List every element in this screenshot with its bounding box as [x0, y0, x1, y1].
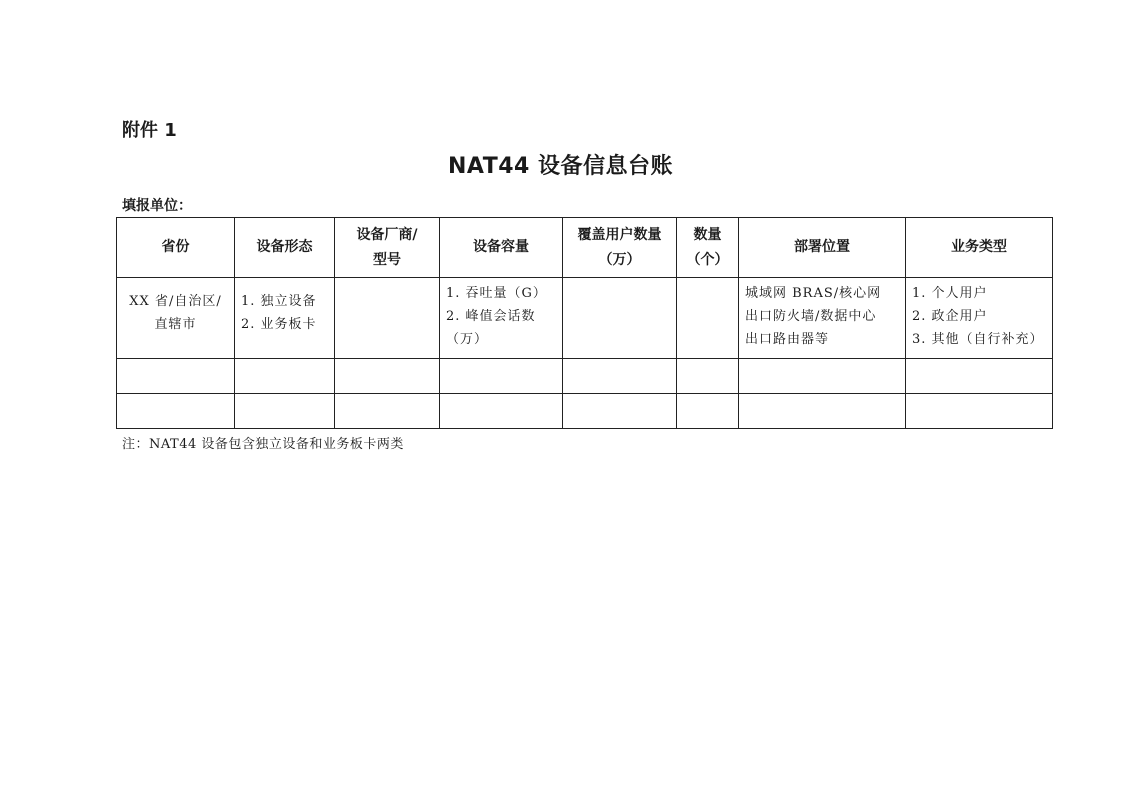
fill-unit-label: 填报单位： [122, 198, 192, 214]
cell-capacity-line1: 1. 吞吐量（G） [446, 286, 547, 301]
empty-cell [677, 359, 739, 394]
empty-cell [440, 394, 563, 429]
table-row-empty [117, 394, 1053, 429]
table-header-row [117, 218, 1053, 278]
header-device-form [235, 218, 335, 278]
cell-business-type-line2: 2. 政企用户 [912, 309, 988, 324]
header-province-text: 省份 [161, 239, 190, 255]
table-row-empty [117, 359, 1053, 394]
cell-vendor-model [335, 278, 440, 359]
footnote: 注：NAT44 设备包含独立设备和业务板卡两类 [122, 437, 404, 452]
cell-capacity-line2: 2. 峰值会话数 [446, 309, 536, 324]
cell-business-type [906, 278, 1053, 359]
cell-province-line1: XX 省/自治区/ [129, 294, 222, 309]
empty-cell [906, 394, 1053, 429]
header-device-form-text: 设备形态 [256, 239, 313, 255]
header-quantity-line1: 数量 [693, 226, 722, 243]
empty-cell [440, 359, 563, 394]
header-covered-users-line1: 覆盖用户数量 [577, 226, 662, 243]
empty-cell [235, 394, 335, 429]
empty-cell [739, 359, 906, 394]
cell-province-line2: 直辖市 [154, 317, 197, 332]
header-business-type-text: 业务类型 [951, 239, 1007, 255]
header-location-text: 部署位置 [794, 239, 850, 255]
cell-business-type-line3: 3. 其他（自行补充） [912, 332, 1044, 347]
document-title: NAT44 设备信息台账 [447, 154, 673, 179]
header-quantity [677, 218, 739, 278]
cell-capacity-line3: （万） [446, 332, 489, 347]
empty-cell [563, 359, 677, 394]
header-location [739, 218, 906, 278]
header-vendor-model [335, 218, 440, 278]
device-ledger-table [116, 217, 1053, 429]
header-capacity-text: 设备容量 [473, 239, 529, 255]
attachment-label: 附件 1 [122, 120, 177, 141]
header-business-type [906, 218, 1053, 278]
empty-cell [235, 359, 335, 394]
cell-device-form-line1: 1. 独立设备 [241, 294, 317, 309]
empty-cell [677, 394, 739, 429]
table-row [117, 278, 1053, 359]
empty-cell [335, 359, 440, 394]
cell-device-form [235, 278, 335, 359]
header-quantity-line2: （个） [686, 251, 729, 268]
cell-business-type-line1: 1. 个人用户 [912, 286, 988, 301]
header-vendor-model-line2: 型号 [373, 251, 401, 268]
cell-device-form-line2: 2. 业务板卡 [241, 317, 317, 332]
header-covered-users-line2: （万） [598, 251, 641, 268]
empty-cell [335, 394, 440, 429]
empty-cell [906, 359, 1053, 394]
empty-cell [739, 394, 906, 429]
header-vendor-model-line1: 设备厂商/ [356, 226, 418, 243]
empty-cell [563, 394, 677, 429]
empty-cell [117, 394, 235, 429]
cell-covered-users [563, 278, 677, 359]
cell-location-line3: 出口路由器等 [745, 332, 830, 347]
cell-province [117, 278, 235, 359]
cell-location-line1: 城域网 BRAS/核心网 [745, 286, 882, 301]
empty-cell [117, 359, 235, 394]
header-province [117, 218, 235, 278]
cell-quantity [677, 278, 739, 359]
header-capacity [440, 218, 563, 278]
cell-location-line2: 出口防火墙/数据中心 [745, 309, 877, 324]
cell-location [739, 278, 906, 359]
cell-capacity [440, 278, 563, 359]
header-covered-users [563, 218, 677, 278]
